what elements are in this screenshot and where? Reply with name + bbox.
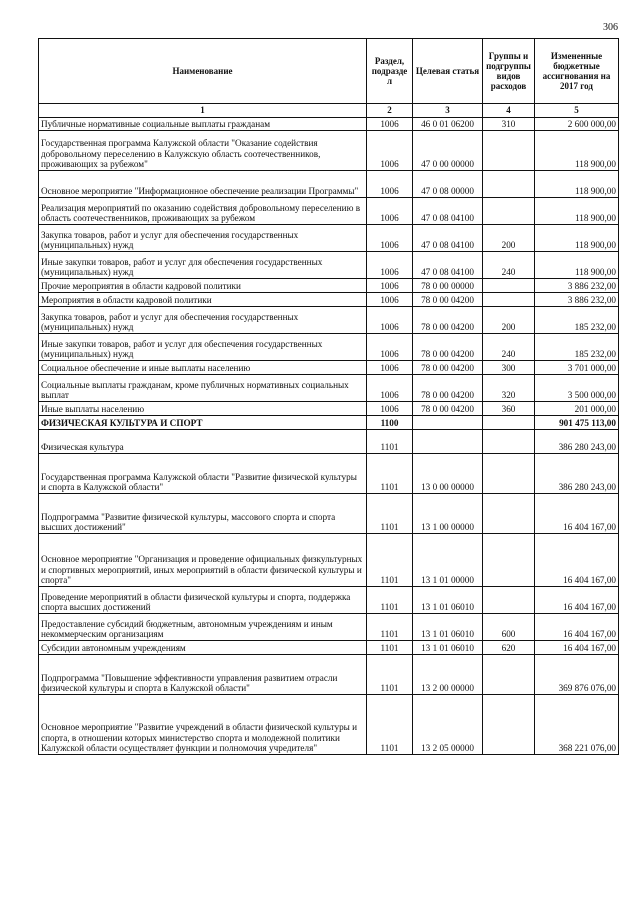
row-section: 1006 <box>367 198 413 225</box>
table-row <box>39 375 619 402</box>
row-group <box>483 534 535 587</box>
row-group: 200 <box>483 307 535 334</box>
column-number: 1 <box>39 104 367 118</box>
table-row <box>39 416 619 430</box>
row-group: 620 <box>483 641 535 655</box>
table-row <box>39 430 619 454</box>
table-row <box>39 279 619 293</box>
table-row <box>39 454 619 494</box>
row-group <box>483 454 535 494</box>
row-group: 360 <box>483 402 535 416</box>
row-article: 78 0 00 04200 <box>413 402 483 416</box>
row-section: 1006 <box>367 307 413 334</box>
row-section: 1101 <box>367 655 413 695</box>
row-amount: 16 404 167,00 <box>535 494 619 534</box>
row-group <box>483 171 535 198</box>
row-name: Проведение мероприятий в области физической культуры и спорта, поддержка спорта высших достижений <box>39 587 367 614</box>
column-number: 5 <box>535 104 619 118</box>
row-name: Мероприятия в области кадровой политики <box>39 293 367 307</box>
table-row <box>39 198 619 225</box>
row-name: Субсидии автономным учреждениям <box>39 641 367 655</box>
row-name: ФИЗИЧЕСКАЯ КУЛЬТУРА И СПОРТ <box>39 416 367 430</box>
row-name: Предоставление субсидий бюджетным, автономным учреждениям и иным некоммерческим организациям <box>39 614 367 641</box>
row-group <box>483 279 535 293</box>
header-row <box>39 39 619 104</box>
table-row <box>39 225 619 252</box>
row-amount: 2 600 000,00 <box>535 118 619 131</box>
row-section: 1101 <box>367 641 413 655</box>
row-amount: 3 886 232,00 <box>535 293 619 307</box>
row-section: 1006 <box>367 171 413 198</box>
row-name: Физическая культура <box>39 430 367 454</box>
row-article: 47 0 08 04100 <box>413 198 483 225</box>
row-name: Реализация мероприятий по оказанию содействия добровольному переселению в область соотечественников, проживающих за рубежом <box>39 198 367 225</box>
row-amount: 368 221 076,00 <box>535 695 619 755</box>
row-amount: 118 900,00 <box>535 198 619 225</box>
row-article: 78 0 00 04200 <box>413 375 483 402</box>
row-section: 1101 <box>367 695 413 755</box>
row-amount: 118 900,00 <box>535 131 619 171</box>
header-groups: Группы и подгруппы видов расходов <box>483 39 535 104</box>
row-amount: 3 701 000,00 <box>535 361 619 375</box>
row-name: Государственная программа Калужской области "Оказание содействия добровольному переселению в Калужскую область соотечественников, проживающих за рубежом" <box>39 131 367 171</box>
column-number: 3 <box>413 104 483 118</box>
row-amount: 16 404 167,00 <box>535 587 619 614</box>
row-section: 1101 <box>367 614 413 641</box>
table-row <box>39 587 619 614</box>
header-name: Наименование <box>39 39 367 104</box>
row-article: 13 0 00 00000 <box>413 454 483 494</box>
row-group: 240 <box>483 252 535 279</box>
row-article: 13 1 00 00000 <box>413 494 483 534</box>
row-section: 1101 <box>367 430 413 454</box>
row-article: 47 0 08 04100 <box>413 252 483 279</box>
table-row <box>39 655 619 695</box>
row-name: Закупка товаров, работ и услуг для обеспечения государственных (муниципальных) нужд <box>39 225 367 252</box>
row-section: 1101 <box>367 534 413 587</box>
row-group: 200 <box>483 225 535 252</box>
row-group: 310 <box>483 118 535 131</box>
row-name: Иные выплаты населению <box>39 402 367 416</box>
row-article: 13 2 05 00000 <box>413 695 483 755</box>
row-amount: 901 475 113,00 <box>535 416 619 430</box>
column-number: 2 <box>367 104 413 118</box>
row-article: 13 1 01 06010 <box>413 587 483 614</box>
row-name: Иные закупки товаров, работ и услуг для обеспечения государственных (муниципальных) нужд <box>39 252 367 279</box>
row-group: 320 <box>483 375 535 402</box>
row-name: Основное мероприятие "Информационное обеспечение реализации Программы" <box>39 171 367 198</box>
row-amount: 118 900,00 <box>535 225 619 252</box>
table-row <box>39 361 619 375</box>
table-row <box>39 171 619 198</box>
row-article: 13 1 01 06010 <box>413 641 483 655</box>
row-name: Публичные нормативные социальные выплаты гражданам <box>39 118 367 131</box>
row-section: 1006 <box>367 131 413 171</box>
row-section: 1101 <box>367 587 413 614</box>
row-article: 13 1 01 06010 <box>413 614 483 641</box>
row-amount: 185 232,00 <box>535 334 619 361</box>
row-section: 1006 <box>367 361 413 375</box>
row-amount: 118 900,00 <box>535 252 619 279</box>
row-group <box>483 695 535 755</box>
row-article: 46 0 01 06200 <box>413 118 483 131</box>
row-group: 300 <box>483 361 535 375</box>
row-section: 1006 <box>367 118 413 131</box>
row-amount: 3 500 000,00 <box>535 375 619 402</box>
table-row <box>39 118 619 131</box>
row-amount: 386 280 243,00 <box>535 454 619 494</box>
table-row <box>39 307 619 334</box>
row-section: 1101 <box>367 454 413 494</box>
row-article: 47 0 08 04100 <box>413 225 483 252</box>
row-section: 1101 <box>367 494 413 534</box>
row-article: 78 0 00 04200 <box>413 361 483 375</box>
row-section: 1006 <box>367 402 413 416</box>
row-amount: 16 404 167,00 <box>535 534 619 587</box>
header-amount: Измененные бюджетные ассигнования на 2017 год <box>535 39 619 104</box>
table-row <box>39 641 619 655</box>
row-amount: 185 232,00 <box>535 307 619 334</box>
row-amount: 386 280 243,00 <box>535 430 619 454</box>
row-article: 13 1 01 00000 <box>413 534 483 587</box>
header-article: Целевая статья <box>413 39 483 104</box>
row-group: 240 <box>483 334 535 361</box>
table-row <box>39 402 619 416</box>
row-name: Закупка товаров, работ и услуг для обеспечения государственных (муниципальных) нужд <box>39 307 367 334</box>
row-article: 47 0 00 00000 <box>413 131 483 171</box>
page-number: 306 <box>603 22 618 33</box>
column-number: 4 <box>483 104 535 118</box>
row-section: 1006 <box>367 293 413 307</box>
row-amount: 16 404 167,00 <box>535 614 619 641</box>
row-amount: 3 886 232,00 <box>535 279 619 293</box>
row-name: Социальные выплаты гражданам, кроме публичных нормативных социальных выплат <box>39 375 367 402</box>
row-group <box>483 430 535 454</box>
table-row <box>39 131 619 171</box>
row-name: Иные закупки товаров, работ и услуг для обеспечения государственных (муниципальных) нужд <box>39 334 367 361</box>
table-row <box>39 614 619 641</box>
row-name: Прочие мероприятия в области кадровой политики <box>39 279 367 293</box>
row-name: Подпрограмма "Повышение эффективности управления развитием отрасли физической культуры и спорта в Калужской области" <box>39 655 367 695</box>
row-name: Основное мероприятие "Организация и проведение официальных физкультурных и спортивных мероприятий, иных мероприятий в области физической культуры и спорта" <box>39 534 367 587</box>
row-article: 13 2 00 00000 <box>413 655 483 695</box>
row-article <box>413 416 483 430</box>
row-group: 600 <box>483 614 535 641</box>
table-body <box>39 118 619 755</box>
row-article: 78 0 00 04200 <box>413 293 483 307</box>
row-name: Социальное обеспечение и иные выплаты населению <box>39 361 367 375</box>
row-article: 78 0 00 04200 <box>413 334 483 361</box>
table-row <box>39 534 619 587</box>
header-section: Раздел, подразде л <box>367 39 413 104</box>
row-group <box>483 587 535 614</box>
row-section: 1100 <box>367 416 413 430</box>
table-row <box>39 293 619 307</box>
row-section: 1006 <box>367 279 413 293</box>
row-amount: 369 876 076,00 <box>535 655 619 695</box>
row-amount: 16 404 167,00 <box>535 641 619 655</box>
row-article: 47 0 08 00000 <box>413 171 483 198</box>
row-group <box>483 416 535 430</box>
row-section: 1006 <box>367 375 413 402</box>
table-row <box>39 494 619 534</box>
row-name: Подпрограмма "Развитие физической культуры, массового спорта и спорта высших достижений" <box>39 494 367 534</box>
row-section: 1006 <box>367 252 413 279</box>
budget-table <box>38 38 619 755</box>
row-section: 1006 <box>367 225 413 252</box>
row-group <box>483 131 535 171</box>
row-article: 78 0 00 04200 <box>413 307 483 334</box>
table-row <box>39 334 619 361</box>
row-group <box>483 494 535 534</box>
row-section: 1006 <box>367 334 413 361</box>
column-number-row <box>39 104 619 118</box>
table-row <box>39 252 619 279</box>
table-row <box>39 695 619 755</box>
row-name: Государственная программа Калужской области "Развитие физической культуры и спорта в Калужской области" <box>39 454 367 494</box>
row-group <box>483 293 535 307</box>
row-group <box>483 198 535 225</box>
row-name: Основное мероприятие "Развитие учреждений в области физической культуры и спорта, в отношении которых министерство спорта и молодежной политики Калужской области осуществляет функции и полномочия учредителя" <box>39 695 367 755</box>
row-article <box>413 430 483 454</box>
row-article: 78 0 00 00000 <box>413 279 483 293</box>
row-amount: 118 900,00 <box>535 171 619 198</box>
row-group <box>483 655 535 695</box>
row-amount: 201 000,00 <box>535 402 619 416</box>
